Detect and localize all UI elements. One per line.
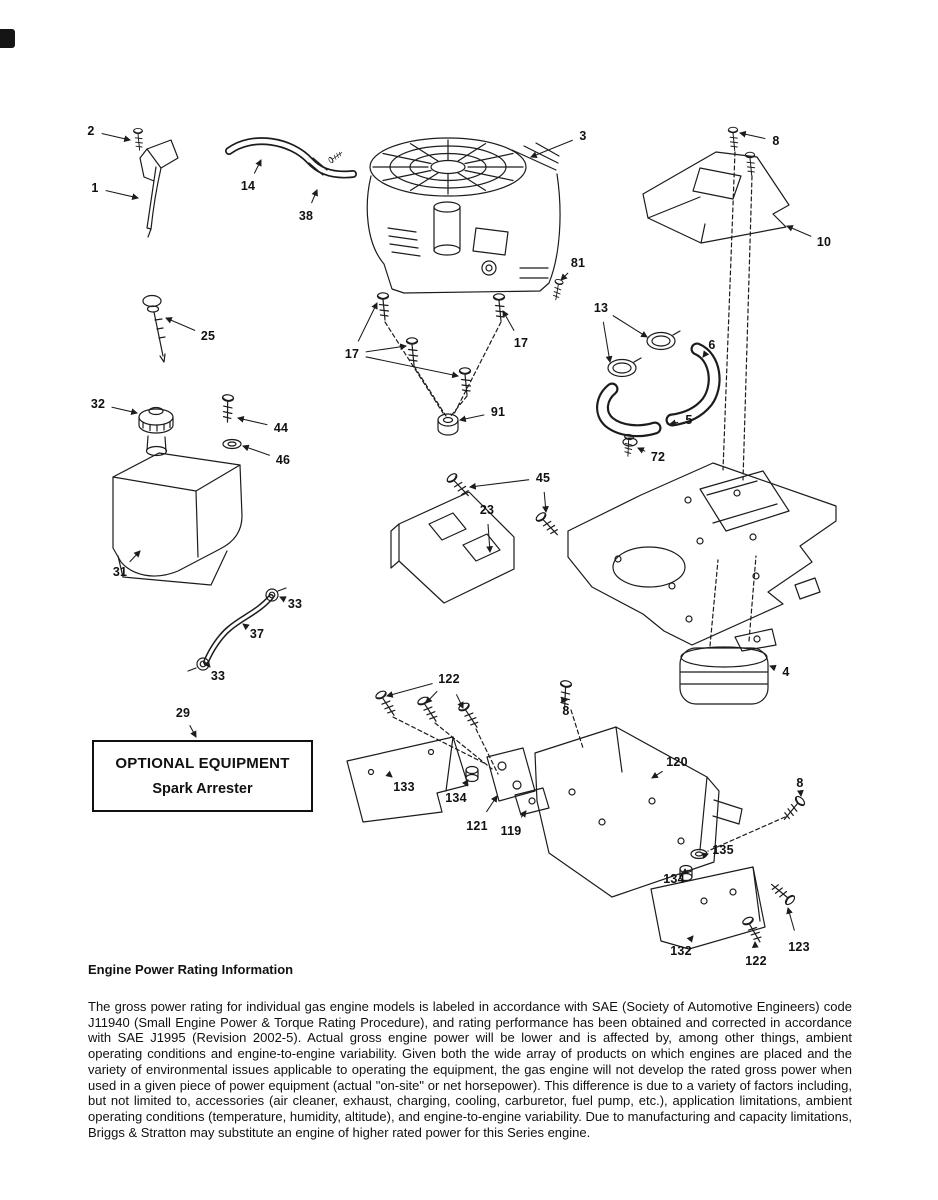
- optional-equipment-box: [92, 740, 313, 812]
- part-callout-37: 37: [249, 627, 265, 641]
- part-callout-32: 32: [90, 397, 106, 411]
- part-callout-23: 23: [479, 503, 495, 517]
- part-callout-14: 14: [240, 179, 256, 193]
- part-callout-134: 134: [445, 791, 467, 805]
- part-callout-120: 120: [666, 755, 688, 769]
- part-callout-29: 29: [175, 706, 191, 720]
- engine-power-rating-heading: Engine Power Rating Information: [88, 962, 294, 977]
- part-callout-31: 31: [112, 565, 128, 579]
- part-callout-1: 1: [91, 181, 99, 195]
- part-callout-6: 6: [708, 338, 716, 352]
- part-callout-132: 132: [670, 944, 692, 958]
- engine-power-rating-body: The gross power rating for individual gas engine models is labeled in accordance with SAE (Society of Automotive Engineers) code J11940 (Small Engine Power & Torque Rating Procedure), and rating performance has been obtained and corrected in accordance with SAE J1995 (Revision 2002-5). Actual gross engine power will be lower and is affected by, among other things, ambient operating conditions and engine-to-engine variability. Given both the wide array of products on which engines are placed and the variety of environmental issues applicable to operating the equipment, the gas engine will not develop the rated gross power when used in a given piece of power equipment (actual "on-site" or net horsepower). This difference is due to a variety of factors including, but not limited to, accessories (air cleaner, exhaust, charging, cooling, carburetor, fuel pump, etc.), application limitations, ambient operating conditions (temperature, humidity, altitude), and engine-to-engine variability. Due to manufacturing and capacity limitations, Briggs & Stratton may substitute an engine of higher rated power for this Series engine.: [88, 999, 852, 1140]
- part-callout-45: 45: [535, 471, 551, 485]
- fuel-line: [188, 588, 286, 671]
- part-callout-38: 38: [298, 209, 314, 223]
- part-callout-135: 135: [712, 843, 734, 857]
- optional-equipment-subtitle: Spark Arrester: [152, 781, 253, 797]
- part-callout-13: 13: [593, 301, 609, 315]
- part-callout-123: 123: [788, 940, 810, 954]
- part-callout-119: 119: [500, 824, 522, 838]
- tank-mount-screw: [220, 394, 241, 448]
- part-callout-134: 134: [663, 872, 685, 886]
- part-callout-122: 122: [745, 954, 767, 968]
- part-callout-17: 17: [513, 336, 529, 350]
- part-callout-133: 133: [393, 780, 415, 794]
- oil-dipstick: [143, 296, 165, 363]
- part-callout-8: 8: [562, 704, 570, 718]
- part-callout-44: 44: [273, 421, 289, 435]
- part-callout-121: 121: [466, 819, 488, 833]
- part-callout-46: 46: [275, 453, 291, 467]
- part-callout-25: 25: [200, 329, 216, 343]
- part-callout-17: 17: [344, 347, 360, 361]
- part-callout-8: 8: [772, 134, 780, 148]
- optional-equipment-title: OPTIONAL EQUIPMENT: [115, 755, 290, 772]
- part-callout-10: 10: [816, 235, 832, 249]
- throttle-control: [134, 128, 178, 237]
- part-callout-122: 122: [438, 672, 460, 686]
- part-callout-3: 3: [579, 129, 587, 143]
- engine: [367, 138, 563, 300]
- part-callout-2: 2: [87, 124, 95, 138]
- muffler: [680, 629, 776, 704]
- part-callout-4: 4: [782, 665, 790, 679]
- part-callout-91: 91: [490, 405, 506, 419]
- exhaust-pipes: [603, 331, 715, 457]
- callout-leader-lines: [102, 133, 812, 944]
- part-callout-81: 81: [570, 256, 586, 270]
- support-bracket: [391, 472, 560, 603]
- part-callout-5: 5: [685, 413, 693, 427]
- part-callout-33: 33: [287, 597, 303, 611]
- lower-shield-assembly: [347, 680, 806, 949]
- part-callout-72: 72: [650, 450, 666, 464]
- part-callout-8: 8: [796, 776, 804, 790]
- fuel-hose: [229, 141, 353, 175]
- heat-shield-upper: [643, 127, 789, 480]
- chassis-plate: [568, 463, 836, 646]
- part-callout-33: 33: [210, 669, 226, 683]
- engine-mount-bolts: [378, 293, 505, 435]
